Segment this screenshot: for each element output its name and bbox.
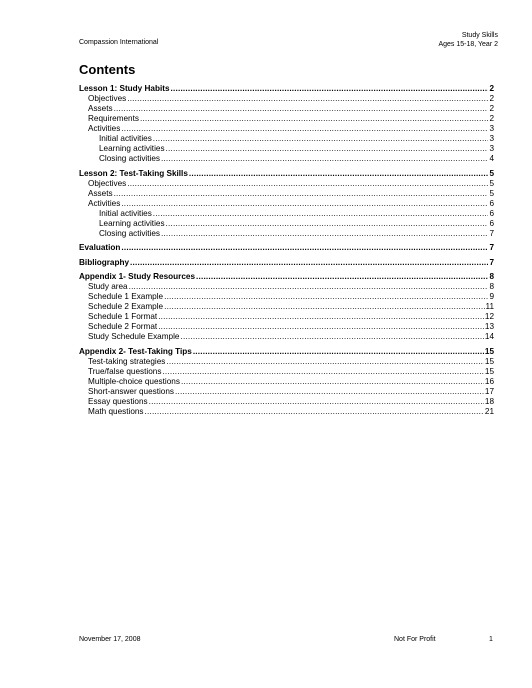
toc-entry[interactable]: [79, 377, 494, 387]
toc-entry-page: 16: [484, 376, 494, 386]
toc-entry[interactable]: [79, 179, 494, 189]
toc-entry-page: 8: [489, 282, 494, 291]
toc-entry[interactable]: [79, 94, 494, 104]
toc-leader-dots: [153, 134, 489, 144]
toc-leader-dots: [164, 292, 488, 302]
toc-entry[interactable]: [79, 189, 494, 199]
toc-entry-page: 7: [489, 257, 494, 267]
toc-entry-label: Assets: [88, 104, 113, 113]
toc-entry-page: 7: [489, 243, 494, 252]
toc-entry-label: Appendix 1- Study Resources: [79, 272, 196, 281]
toc-section-entry[interactable]: [79, 84, 494, 94]
toc-entry-page: 11: [485, 302, 494, 311]
toc-entry[interactable]: [79, 124, 494, 134]
toc-leader-dots: [114, 189, 489, 199]
footer-date: November 17, 2008: [79, 636, 141, 643]
toc-leader-dots: [121, 243, 488, 253]
toc-entry-page: 2: [489, 104, 494, 113]
toc-entry-page: 15: [484, 356, 494, 366]
toc-entry-page: 14: [484, 332, 494, 341]
toc-entry-page: 15: [484, 346, 494, 356]
toc-leader-dots: [164, 302, 484, 312]
toc-entry-label: Activities: [88, 124, 121, 133]
toc-leader-dots: [161, 229, 488, 239]
toc-entry-page: 2: [489, 84, 494, 93]
toc-section-entry[interactable]: [79, 258, 494, 268]
toc-entry[interactable]: [79, 134, 494, 144]
toc-leader-dots: [162, 367, 483, 377]
toc-entry-label: Test-taking strategies: [88, 356, 166, 366]
toc-entry-label: Schedule 2 Example: [88, 302, 164, 311]
toc-entry-label: Learning activities: [99, 218, 165, 228]
toc-entry-page: 3: [489, 134, 494, 143]
toc-entry-label: Short-answer questions: [88, 386, 175, 396]
toc-entry-label: Study area: [88, 282, 128, 291]
toc-entry-label: Study Schedule Example: [88, 332, 180, 341]
toc-leader-dots: [189, 169, 489, 179]
toc-entry-page: 4: [489, 154, 494, 163]
toc-entry-page: 5: [489, 188, 494, 198]
toc-leader-dots: [193, 347, 484, 357]
toc-entry[interactable]: [79, 144, 494, 154]
toc-entry-label: Math questions: [88, 406, 144, 416]
toc-leader-dots: [121, 199, 488, 209]
toc-entry-label: Lesson 1: Study Habits: [79, 84, 170, 93]
header-organization: Compassion International: [79, 39, 159, 46]
toc-entry-label: Objectives: [88, 178, 127, 188]
toc-entry-page: 5: [489, 168, 494, 178]
toc-entry[interactable]: [79, 209, 494, 219]
page-title: Contents: [79, 62, 136, 77]
toc-entry-label: Closing activities: [99, 154, 160, 163]
toc-entry-label: Multiple-choice questions: [88, 376, 180, 386]
footer-notice: Not For Profit: [394, 636, 436, 643]
toc-entry-label: Essay questions: [88, 396, 148, 406]
toc-section-entry[interactable]: [79, 347, 494, 357]
toc-entry-page: 8: [489, 272, 494, 281]
toc-section-entry[interactable]: [79, 243, 494, 253]
header-subject: Study Skills: [461, 32, 498, 39]
toc-entry-page: 17: [484, 386, 494, 396]
toc-leader-dots: [196, 272, 488, 282]
toc-entry-label: Objectives: [88, 94, 127, 103]
toc-entry-page: 15: [484, 366, 494, 376]
toc-entry[interactable]: [79, 219, 494, 229]
toc-leader-dots: [171, 84, 489, 94]
toc-entry-label: Schedule 1 Format: [88, 312, 158, 321]
toc-entry-label: True/false questions: [88, 366, 162, 376]
toc-leader-dots: [166, 144, 489, 154]
toc-leader-dots: [175, 387, 484, 397]
toc-entry-page: 5: [489, 178, 494, 188]
toc-leader-dots: [158, 312, 484, 322]
toc-entry[interactable]: [79, 367, 494, 377]
toc-leader-dots: [153, 209, 489, 219]
toc-entry-page: 2: [489, 114, 494, 123]
footer-page-number: 1: [489, 636, 493, 643]
toc-entry[interactable]: [79, 387, 494, 397]
header-right: [438, 31, 498, 49]
toc-leader-dots: [166, 357, 484, 367]
toc-leader-dots: [181, 377, 484, 387]
toc-section-entry[interactable]: [79, 169, 494, 179]
toc-entry-page: 6: [489, 218, 494, 228]
toc-entry[interactable]: [79, 199, 494, 209]
toc-entry-page: 12: [484, 312, 494, 321]
toc-entry[interactable]: [79, 312, 494, 322]
toc-entry[interactable]: [79, 357, 494, 367]
toc-leader-dots: [127, 179, 488, 189]
toc-entry[interactable]: [79, 407, 494, 417]
toc-entry[interactable]: [79, 292, 494, 302]
toc-entry-label: Schedule 2 Format: [88, 322, 158, 331]
toc-entry-page: 3: [489, 144, 494, 153]
toc-leader-dots: [180, 332, 483, 342]
toc-leader-dots: [127, 94, 488, 104]
toc-entry[interactable]: [79, 332, 494, 342]
toc-entry-label: Assets: [88, 188, 113, 198]
toc-entry[interactable]: [79, 154, 494, 164]
toc-leader-dots: [161, 154, 488, 164]
table-of-contents: [79, 84, 494, 417]
toc-leader-dots: [129, 282, 489, 292]
toc-entry-page: 9: [489, 292, 494, 301]
toc-section-entry[interactable]: [79, 272, 494, 282]
toc-leader-dots: [145, 407, 484, 417]
toc-entry[interactable]: [79, 397, 494, 407]
toc-leader-dots: [158, 322, 484, 332]
toc-entry-label: Lesson 2: Test-Taking Skills: [79, 168, 188, 178]
toc-entry-label: Initial activities: [99, 208, 152, 218]
toc-entry[interactable]: [79, 322, 494, 332]
toc-entry-label: Learning activities: [99, 144, 165, 153]
toc-leader-dots: [130, 258, 488, 268]
toc-entry-label: Bibliography: [79, 257, 130, 267]
toc-entry[interactable]: [79, 104, 494, 114]
toc-entry-page: 6: [489, 198, 494, 208]
toc-entry-page: 6: [489, 208, 494, 218]
toc-entry-page: 7: [489, 228, 494, 238]
toc-entry[interactable]: [79, 114, 494, 124]
header-audience: Ages 15-18, Year 2: [438, 41, 498, 48]
toc-entry-page: 21: [484, 406, 494, 416]
toc-entry-label: Appendix 2- Test-Taking Tips: [79, 346, 192, 356]
toc-entry-page: 3: [489, 124, 494, 133]
toc-entry-page: 13: [484, 322, 494, 331]
toc-entry-label: Requirements: [88, 114, 139, 123]
toc-entry-label: Activities: [88, 198, 121, 208]
toc-leader-dots: [140, 114, 488, 124]
toc-entry-page: 18: [484, 396, 494, 406]
toc-leader-dots: [166, 219, 489, 229]
toc-leader-dots: [149, 397, 484, 407]
toc-entry[interactable]: [79, 229, 494, 239]
toc-leader-dots: [114, 104, 489, 114]
toc-entry[interactable]: [79, 302, 494, 312]
toc-entry-label: Initial activities: [99, 134, 152, 143]
toc-entry-label: Schedule 1 Example: [88, 292, 164, 301]
toc-entry-label: Closing activities: [99, 228, 160, 238]
toc-entry-page: 2: [489, 94, 494, 103]
toc-leader-dots: [121, 124, 488, 134]
toc-entry[interactable]: [79, 282, 494, 292]
toc-entry-label: Evaluation: [79, 243, 121, 252]
